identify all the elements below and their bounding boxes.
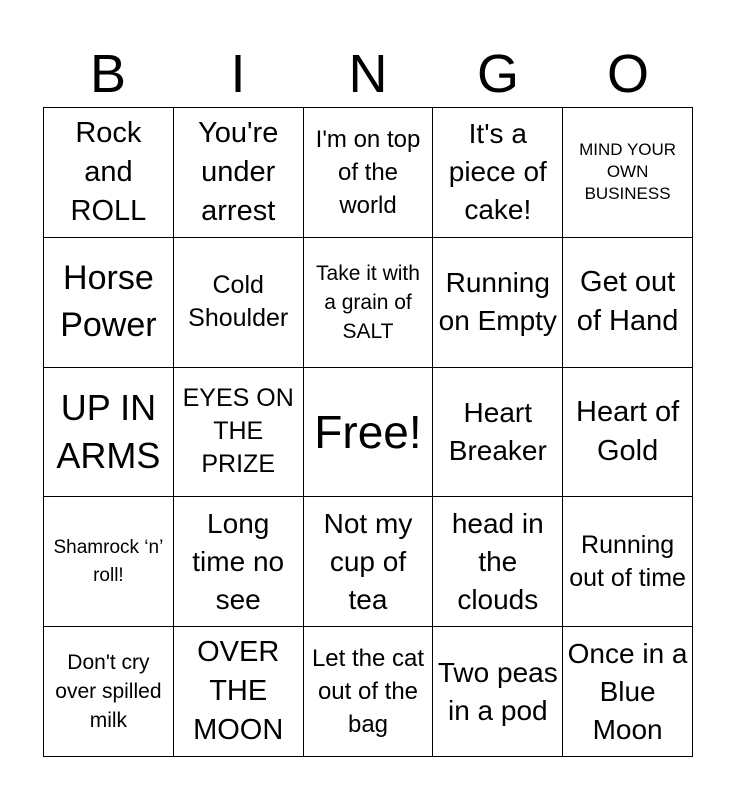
bingo-cell[interactable] bbox=[174, 497, 304, 627]
free-space-cell[interactable] bbox=[304, 368, 434, 498]
bingo-cell[interactable] bbox=[563, 497, 693, 627]
cell-text: Take it with a grain of SALT bbox=[316, 261, 420, 343]
cell-text: Horse Power bbox=[60, 259, 157, 345]
cell-text: EYES ON THE PRIZE bbox=[182, 384, 294, 479]
bingo-cell[interactable] bbox=[563, 627, 693, 757]
cell-text: UP IN ARMS bbox=[56, 386, 161, 476]
bingo-header bbox=[43, 40, 693, 108]
bingo-cell[interactable] bbox=[563, 368, 693, 498]
cell-text: Long time no see bbox=[192, 507, 285, 615]
cell-text: Heart of Gold bbox=[576, 395, 680, 467]
bingo-cell[interactable] bbox=[174, 108, 304, 238]
bingo-cell[interactable] bbox=[44, 627, 174, 757]
bingo-cell[interactable] bbox=[304, 497, 434, 627]
cell-text: OVER THE MOON bbox=[193, 636, 284, 747]
bingo-cell[interactable] bbox=[304, 238, 434, 368]
header-letter-o: O bbox=[606, 44, 649, 104]
bingo-cell[interactable] bbox=[433, 627, 563, 757]
bingo-cell[interactable] bbox=[304, 108, 434, 238]
cell-text: Not my cup of tea bbox=[323, 507, 413, 615]
cell-text: Once in a Blue Moon bbox=[567, 637, 688, 745]
cell-text: Shamrock ‘n’ roll! bbox=[53, 536, 164, 586]
cell-text: Rock and ROLL bbox=[70, 116, 147, 227]
cell-text: Running on Empty bbox=[438, 267, 557, 337]
cell-text: Don't cry over spilled milk bbox=[55, 651, 162, 733]
free-space-text: Free! bbox=[314, 405, 422, 458]
bingo-cell[interactable] bbox=[563, 108, 693, 238]
cell-text: You're under arrest bbox=[198, 116, 279, 227]
cell-text: Let the cat out of the bag bbox=[311, 645, 425, 739]
bingo-cell[interactable] bbox=[174, 238, 304, 368]
header-letter-g: G bbox=[476, 44, 519, 104]
cell-text: Cold Shoulder bbox=[188, 271, 289, 333]
bingo-cell[interactable] bbox=[433, 497, 563, 627]
header-letter-b: B bbox=[89, 44, 127, 104]
bingo-cell[interactable] bbox=[433, 368, 563, 498]
header-letter-n: N bbox=[348, 44, 388, 104]
cell-text: Get out of Hand bbox=[576, 266, 679, 338]
cell-text: Two peas in a pod bbox=[437, 656, 558, 726]
bingo-cell[interactable] bbox=[44, 497, 174, 627]
bingo-cell[interactable] bbox=[563, 238, 693, 368]
bingo-cell[interactable] bbox=[174, 627, 304, 757]
bingo-cell[interactable] bbox=[174, 368, 304, 498]
cell-text: I'm on top of the world bbox=[315, 125, 421, 219]
bingo-cell[interactable] bbox=[433, 238, 563, 368]
bingo-cell[interactable] bbox=[44, 108, 174, 238]
bingo-cell[interactable] bbox=[304, 627, 434, 757]
cell-text: Heart Breaker bbox=[448, 396, 547, 466]
bingo-cell[interactable] bbox=[433, 108, 563, 238]
cell-text: MIND YOUR OWN BUSINESS bbox=[579, 140, 677, 204]
cell-text: head in the clouds bbox=[451, 507, 544, 615]
bingo-card-grid bbox=[43, 107, 693, 757]
cell-text: It's a piece of cake! bbox=[448, 118, 547, 226]
cell-text: Running out of time bbox=[569, 530, 686, 592]
header-letter-i: I bbox=[230, 44, 246, 104]
bingo-cell[interactable] bbox=[44, 368, 174, 498]
bingo-cell[interactable] bbox=[44, 238, 174, 368]
